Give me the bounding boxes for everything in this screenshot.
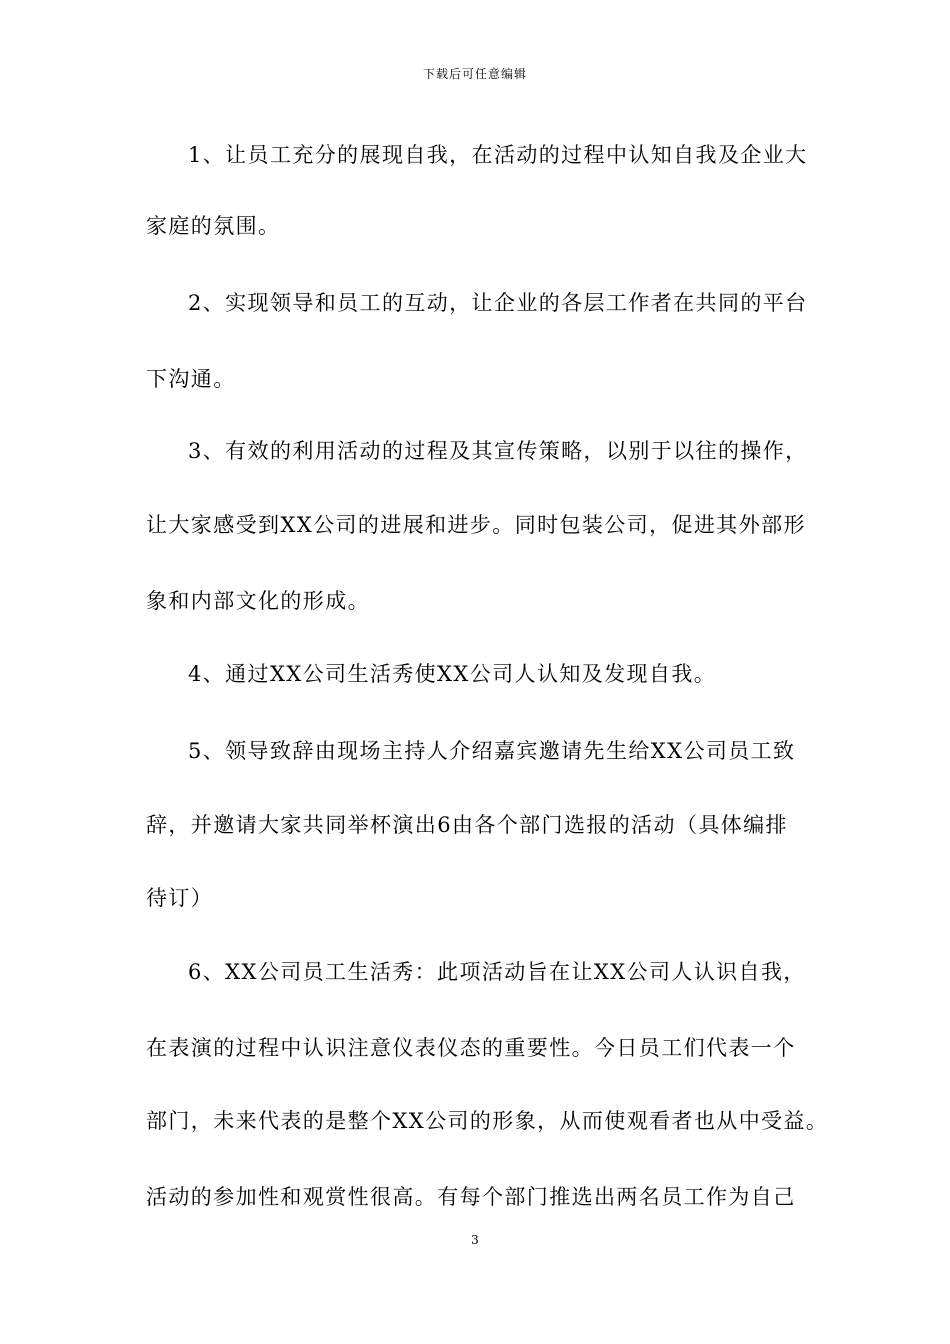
paragraph-line: 让大家感受到XX公司的进展和进步。同时包装公司，促进其外部形 xyxy=(146,513,806,537)
paragraph-line: 1、让员工充分的展现自我，在活动的过程中认知自我及企业大 xyxy=(188,143,808,167)
paragraph-line: 在表演的过程中认识注意仪表仪态的重要性。今日员工们代表一个 xyxy=(146,1036,796,1060)
paragraph-line: 活动的参加性和观赏性很高。有每个部门推选出两名员工作为自己 xyxy=(146,1185,796,1209)
paragraph-line: 2、实现领导和员工的互动，让企业的各层工作者在共同的平台 xyxy=(188,291,808,315)
paragraph-line: 待订） xyxy=(146,886,214,910)
paragraph-line: 家庭的氛围。 xyxy=(146,214,281,238)
paragraph-line: 6、XX公司员工生活秀：此项活动旨在让XX公司人认识自我， xyxy=(188,960,806,984)
paragraph-line: 3、有效的利用活动的过程及其宣传策略，以别于以往的操作， xyxy=(188,439,808,463)
paragraph-line: 辞，并邀请大家共同举杯演出6由各个部门选报的活动（具体编排 xyxy=(146,813,788,837)
paragraph-line: 4、通过XX公司生活秀使XX公司人认知及发现自我。 xyxy=(188,662,717,686)
page-number: 3 xyxy=(471,1233,479,1247)
paragraph-line: 下沟通。 xyxy=(146,367,236,391)
header-note: 下载后可任意编辑 xyxy=(422,67,527,81)
paragraph-line: 部门，未来代表的是整个XX公司的形象，从而使观看者也从中受益。 xyxy=(146,1109,829,1133)
paragraph-line: 5、领导致辞由现场主持人介绍嘉宾邀请先生给XX公司员工致 xyxy=(188,739,796,763)
paragraph-line: 象和内部文化的形成。 xyxy=(146,589,370,613)
